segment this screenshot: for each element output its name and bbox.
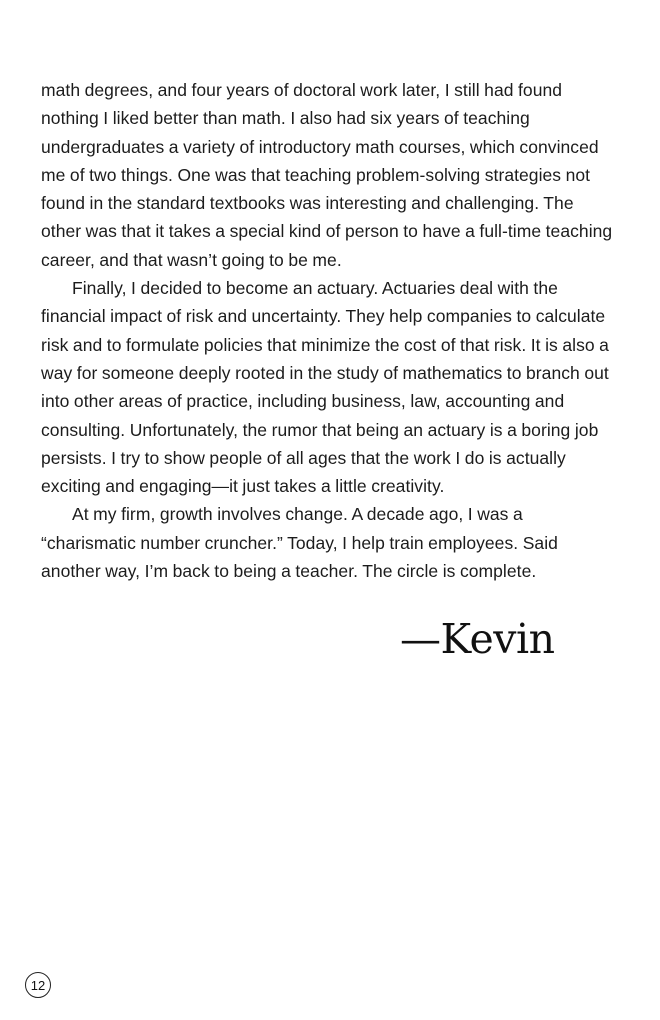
paragraph-1: math degrees, and four years of doctoral work later, I still had found nothing I liked better than math. I also had six years of teaching undergraduates a variety of introductory math courses, which convinced me of two things. One was that teaching problem-solving strategies not found in the standard textbooks was interesting and challenging. The other was that it takes a special kind of person to have a full-time teaching career, and that wasn’t going to be me. <box>41 80 613 270</box>
paragraph-2: Finally, I decided to become an actuary. Actuaries deal with the financial impact of risk and uncertainty. They help companies to calculate risk and to formulate policies that minimize the cost of that risk. It is also a way for someone deeply rooted in the study of mathematics to branch out into other areas of practice, including business, law, accounting and consulting. Unfortunately, the rumor that being an actuary is a boring job persists. I try to show people of all ages that the work I do is actually exciting and engaging—it just takes a little creativity. <box>41 278 609 497</box>
page-number: 12 <box>30 977 46 993</box>
signature: —Kevin <box>400 615 555 663</box>
page-body <box>41 76 613 585</box>
paragraph-3: At my firm, growth involves change. A decade ago, I was a “charismatic number cruncher.” Today, I help train employees. Said another way, I’m back to being a teacher. The circle is complete. <box>41 504 558 582</box>
page-number-badge <box>25 972 51 998</box>
